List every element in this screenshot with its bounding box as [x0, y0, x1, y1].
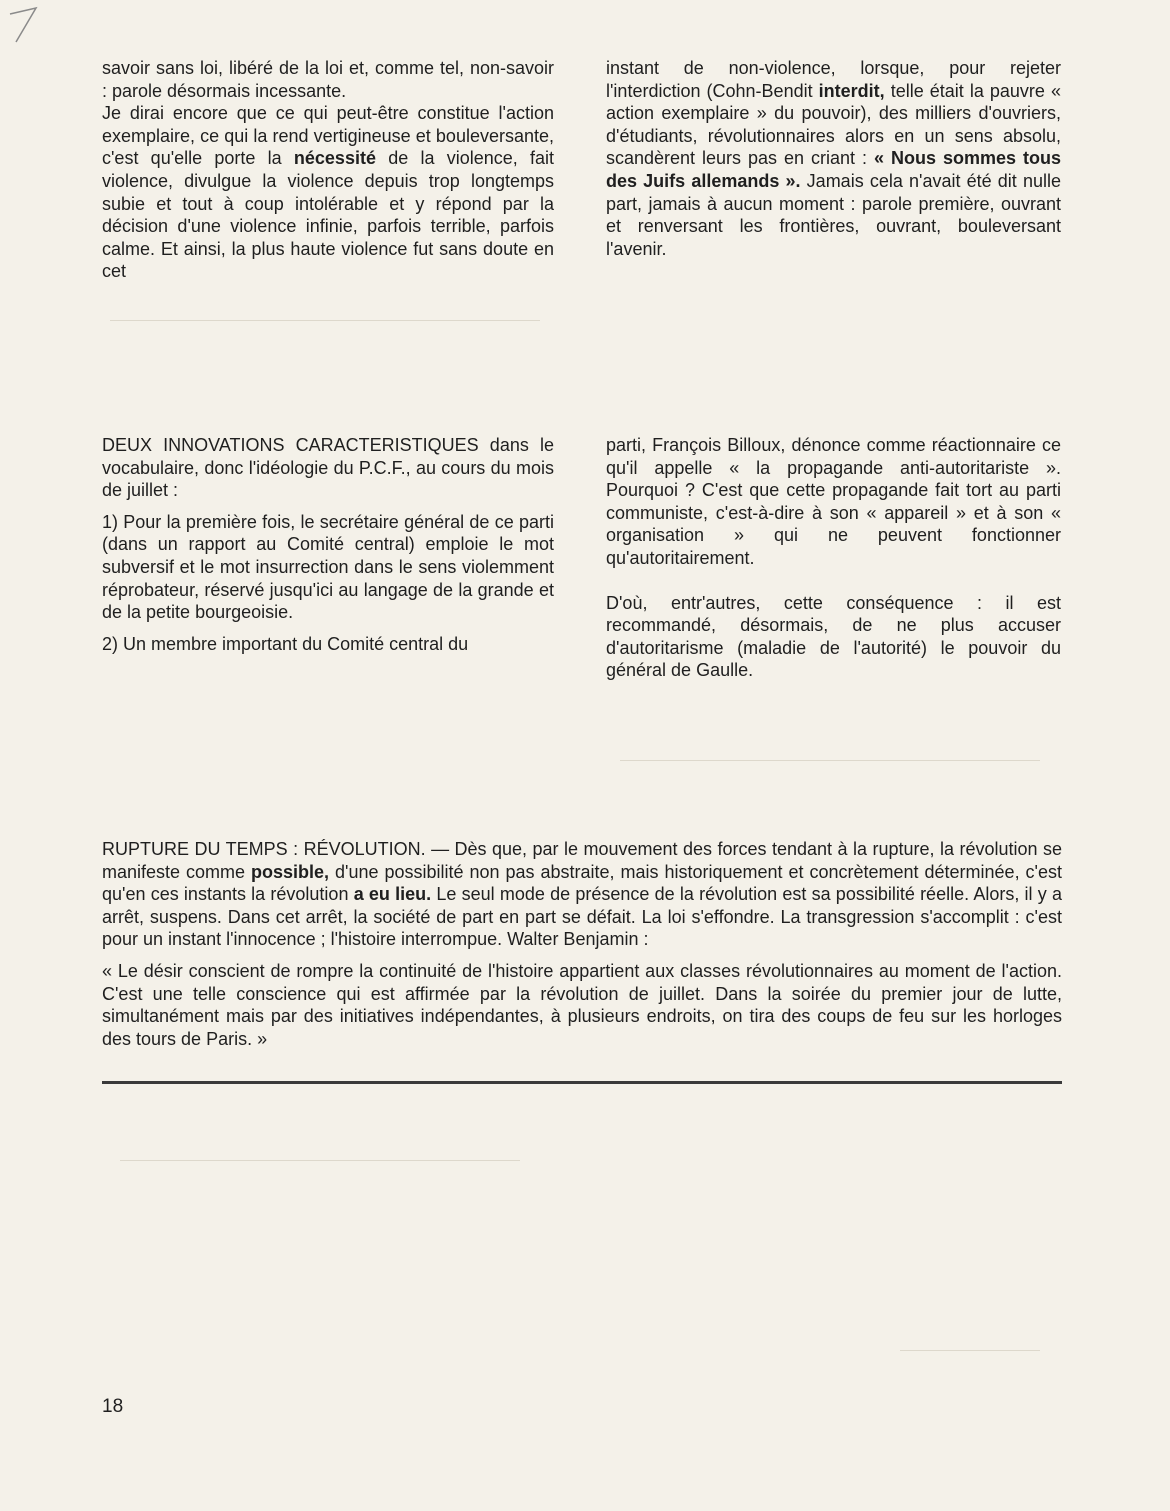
- section2-right-column: [606, 434, 1061, 682]
- section3-block: [102, 838, 1062, 1050]
- horizontal-rule: [102, 1081, 1062, 1084]
- divider: [620, 760, 1040, 761]
- paragraph: 2) Un membre important du Comité central du: [102, 633, 469, 654]
- paragraph: instant de non-violence, lorsque, pour rejeter l'interdiction (Cohn-Bendit interdit, telle était la pauvre « action exemplaire » du pouvoir), des milliers d'ouvriers, d'étudiants, révolutionnaires alors en un sens absolu, scandèrent leurs pas en criant : « Nous sommes tous des Juifs allemands ». Jamais cela n'avait été dit nulle part, jamais à aucun moment : parole première, ouvrant et renversant les frontières, ouvrant, bouleversant l'avenir.: [606, 58, 1061, 259]
- paragraph: Je dirai encore que ce qui peut-être constitue l'action exemplaire, ce qui la rend vertigineuse et bouleversante, c'est qu'elle porte la nécessité de la violence, fait violence, divulgue la violence depuis trop longtemps subie et tout à coup intolérable et y répond par la décision d'une violence infinie, parfois terrible, parfois calme. Et ainsi, la plus haute violence fut sans doute en cet: [102, 103, 554, 282]
- emphasis: possible,: [251, 861, 330, 882]
- section1-right-column: [606, 57, 1061, 260]
- quotation: « Le désir conscient de rompre la continuité de l'histoire appartient aux classes révolutionnaires au moment de l'action. C'est une telle conscience qui est affirmée par la révolution de juillet. Dans la soirée du premier jour de lutte, simultanément mais par des initiatives indépendantes, à plusieurs endroits, on tira des coups de feu sur les horloges des tours de Paris. »: [102, 960, 1062, 1049]
- divider: [120, 1160, 520, 1161]
- section1-left-column: [102, 57, 554, 283]
- section-heading-paragraph: DEUX INNOVATIONS CARACTERISTIQUES dans le vocabulaire, donc l'idéologie du P.C.F., au cours du mois de juillet :: [102, 435, 554, 501]
- emphasis: nécessité: [293, 148, 376, 169]
- paragraph: savoir sans loi, libéré de la loi et, comme tel, non-savoir : parole désormais incessante.: [102, 58, 554, 101]
- emphasis: « Nous sommes tous des Juifs allemands ».: [606, 148, 1061, 191]
- section2-left-column: [102, 434, 554, 655]
- paragraph: 1) Pour la première fois, le secrétaire général de ce parti (dans un rapport au Comité central) emploie le mot subversif et le mot insurrection dans le sens violemment réprobateur, réservé jusqu'ici au langage de la grande et de la petite bourgeoisie.: [102, 511, 554, 623]
- emphasis: interdit,: [818, 80, 885, 101]
- paragraph: D'où, entr'autres, cette conséquence : il est recommandé, désormais, de ne plus accuser d'autoritarisme (maladie de l'autorité) le pouvoir du général de Gaulle.: [606, 592, 1061, 681]
- divider: [110, 320, 540, 321]
- pencil-mark-icon: [6, 4, 46, 46]
- page-number: 18: [102, 1396, 124, 1417]
- emphasis: a eu lieu.: [353, 884, 432, 905]
- divider: [900, 1350, 1040, 1351]
- paragraph: parti, François Billoux, dénonce comme réactionnaire ce qu'il appelle « la propagande anti-autoritariste ». Pourquoi ? C'est que cette propagande fait tort au parti communiste, c'est-à-dire à son « appareil » et à son « organisation » qui ne peuvent fonctionner qu'autoritairement.: [606, 435, 1061, 568]
- paragraph: RUPTURE DU TEMPS : RÉVOLUTION. — Dès que, par le mouvement des forces tendant à la rupture, la révolution se manifeste comme possible, d'une possibilité non pas abstraite, mais historiquement et concrètement déterminée, c'est qu'en ces instants la révolution a eu lieu. Le seul mode de présence de la révolution est sa possibilité réelle. Alors, il y a arrêt, suspens. Dans cet arrêt, la société de part en part se défait. La loi s'effondre. La transgression s'accomplit : c'est pour un instant l'innocence ; l'histoire interrompue. Walter Benjamin :: [102, 839, 1062, 950]
